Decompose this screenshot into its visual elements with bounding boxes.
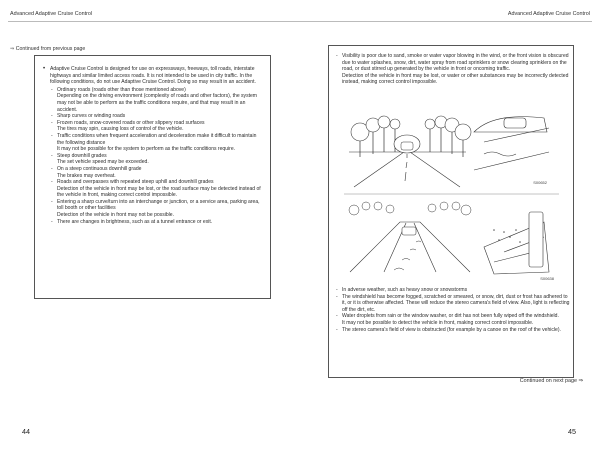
weather-list: [335, 287, 571, 333]
condition-item: [50, 153, 262, 166]
condition-item: [50, 120, 262, 133]
condition-item: [50, 199, 262, 219]
conditions-list: [50, 87, 262, 225]
poor-visibility-illustration: [349, 116, 549, 187]
condition-item-title: Entering a sharp curve/turn into an interchange or junction, or a service area, parking area, toll booth or other facilities: [57, 198, 260, 212]
condition-item: [50, 87, 262, 113]
visibility-item-title: Visibility is poor due to sand, smoke or water vapor blowing in the wind, or the front vision is obscured due to water splashes, snow, dirt, water spray from road sprinklers or snow clearing sprinklers on the road, or dust stirred up generated by the vehicle in front or oncoming traffic.: [342, 53, 569, 73]
condition-item-detail: The tires may spin, causing loss of control of the vehicle.: [57, 126, 184, 133]
condition-item-title: Frozen roads, snow-covered roads or other slippery road surfaces: [57, 119, 205, 126]
caution-box-left: [34, 55, 271, 299]
weather-item-title: Water droplets from rain or the window washer, or dirt has not been fully wiped off the windshield.: [342, 313, 559, 320]
condition-item: [50, 179, 262, 199]
weather-item: [335, 313, 571, 326]
adverse-weather-illustration: [344, 194, 559, 281]
condition-item-detail: The brakes may overheat.: [57, 172, 116, 179]
condition-item-title: Traffic conditions when frequent acceleration and deceleration make it difficult to maintain the following distance: [57, 132, 257, 146]
intro-bullet: [43, 66, 262, 225]
weather-item: [335, 294, 571, 314]
right-page-header: Advanced Adaptive Cruise Control: [507, 11, 590, 17]
condition-item-detail: Detection of the vehicle in front may not be possible.: [57, 212, 174, 219]
right-page: [300, 0, 600, 450]
condition-item-detail: Depending on the driving environment (complexity of roads and other factors), the system may not be able to perform as the traffic conditions require, and that may result in an accident.: [57, 93, 258, 113]
visibility-item-detail: Detection of the vehicle in front may be lost, or water or other substances may be incorrectly detected instead, making correct control impossible.: [342, 72, 569, 86]
condition-item: [50, 133, 262, 153]
right-top-items: [335, 52, 571, 86]
condition-item-detail: The set vehicle speed may be exceeded.: [57, 159, 149, 166]
page-number-right: 45: [568, 427, 576, 436]
weather-item-title: In adverse weather, such as heavy snow or snowstorms: [342, 287, 468, 293]
weather-item-detail: It may not be possible to detect the vehicle in front, making correct control impossible.: [342, 319, 534, 326]
figure-id-1: S00652: [533, 180, 547, 185]
condition-item-title: Steep downhill grades: [57, 152, 107, 159]
condition-item: [50, 166, 262, 179]
left-header-rule: [8, 21, 300, 22]
intro-text: Adaptive Cruise Control is designed for use on expressways, freeways, toll roads, interstate highways and similar limited access roads. It is not intended to be used in city traffic. In the following conditions, do not use Adaptive Cruise Control. Doing so may result in an accident.: [50, 66, 256, 86]
continued-on-next: Continued on next page ⇒: [519, 378, 583, 384]
right-bottom-items: [335, 286, 571, 333]
condition-item-title: There are changes in brightness, such as at a tunnel entrance or exit.: [57, 218, 213, 225]
condition-item-detail: It may not be possible for the system to perform as the traffic conditions require.: [57, 146, 236, 153]
illustration-panel: [344, 102, 559, 284]
weather-item: [335, 327, 571, 334]
continued-from-previous: ⇒ Continued from previous page: [10, 46, 86, 52]
condition-item: [50, 219, 262, 226]
right-header-rule: [300, 21, 592, 22]
weather-item-title: The stereo camera's field of view is obstructed (for example by a canoe on the roof of the vehicle).: [342, 326, 561, 333]
condition-item-detail: Detection of the vehicle in front may be lost, or the road surface may be detected instead of the vehicle in front, making correct control impossible.: [57, 185, 261, 199]
condition-item: [50, 113, 262, 120]
page-number-left: 44: [22, 427, 30, 436]
weather-item-title: The windshield has become fogged, scratched or smeared, or snow, dirt, dust or frost has adhered to it, or it is otherwise affected. These will reduce the stereo camera's field of view. Also, light is reflecting off the dirt, etc.: [342, 293, 570, 313]
figure-id-2: S00638: [540, 276, 554, 281]
caution-box-right: [328, 45, 574, 378]
weather-item: [335, 287, 571, 294]
condition-item-title: Ordinary roads (roads other than those mentioned above): [57, 86, 186, 93]
condition-item-title: On a steep continuous downhill grade: [57, 165, 142, 172]
visibility-item: [335, 53, 571, 86]
left-page-header: Advanced Adaptive Cruise Control: [10, 11, 93, 17]
condition-item-title: Sharp curves or winding roads: [57, 113, 126, 120]
condition-item-title: Roads and overpasses with repeated steep uphill and downhill grades: [57, 179, 214, 186]
visibility-list: [335, 53, 571, 86]
